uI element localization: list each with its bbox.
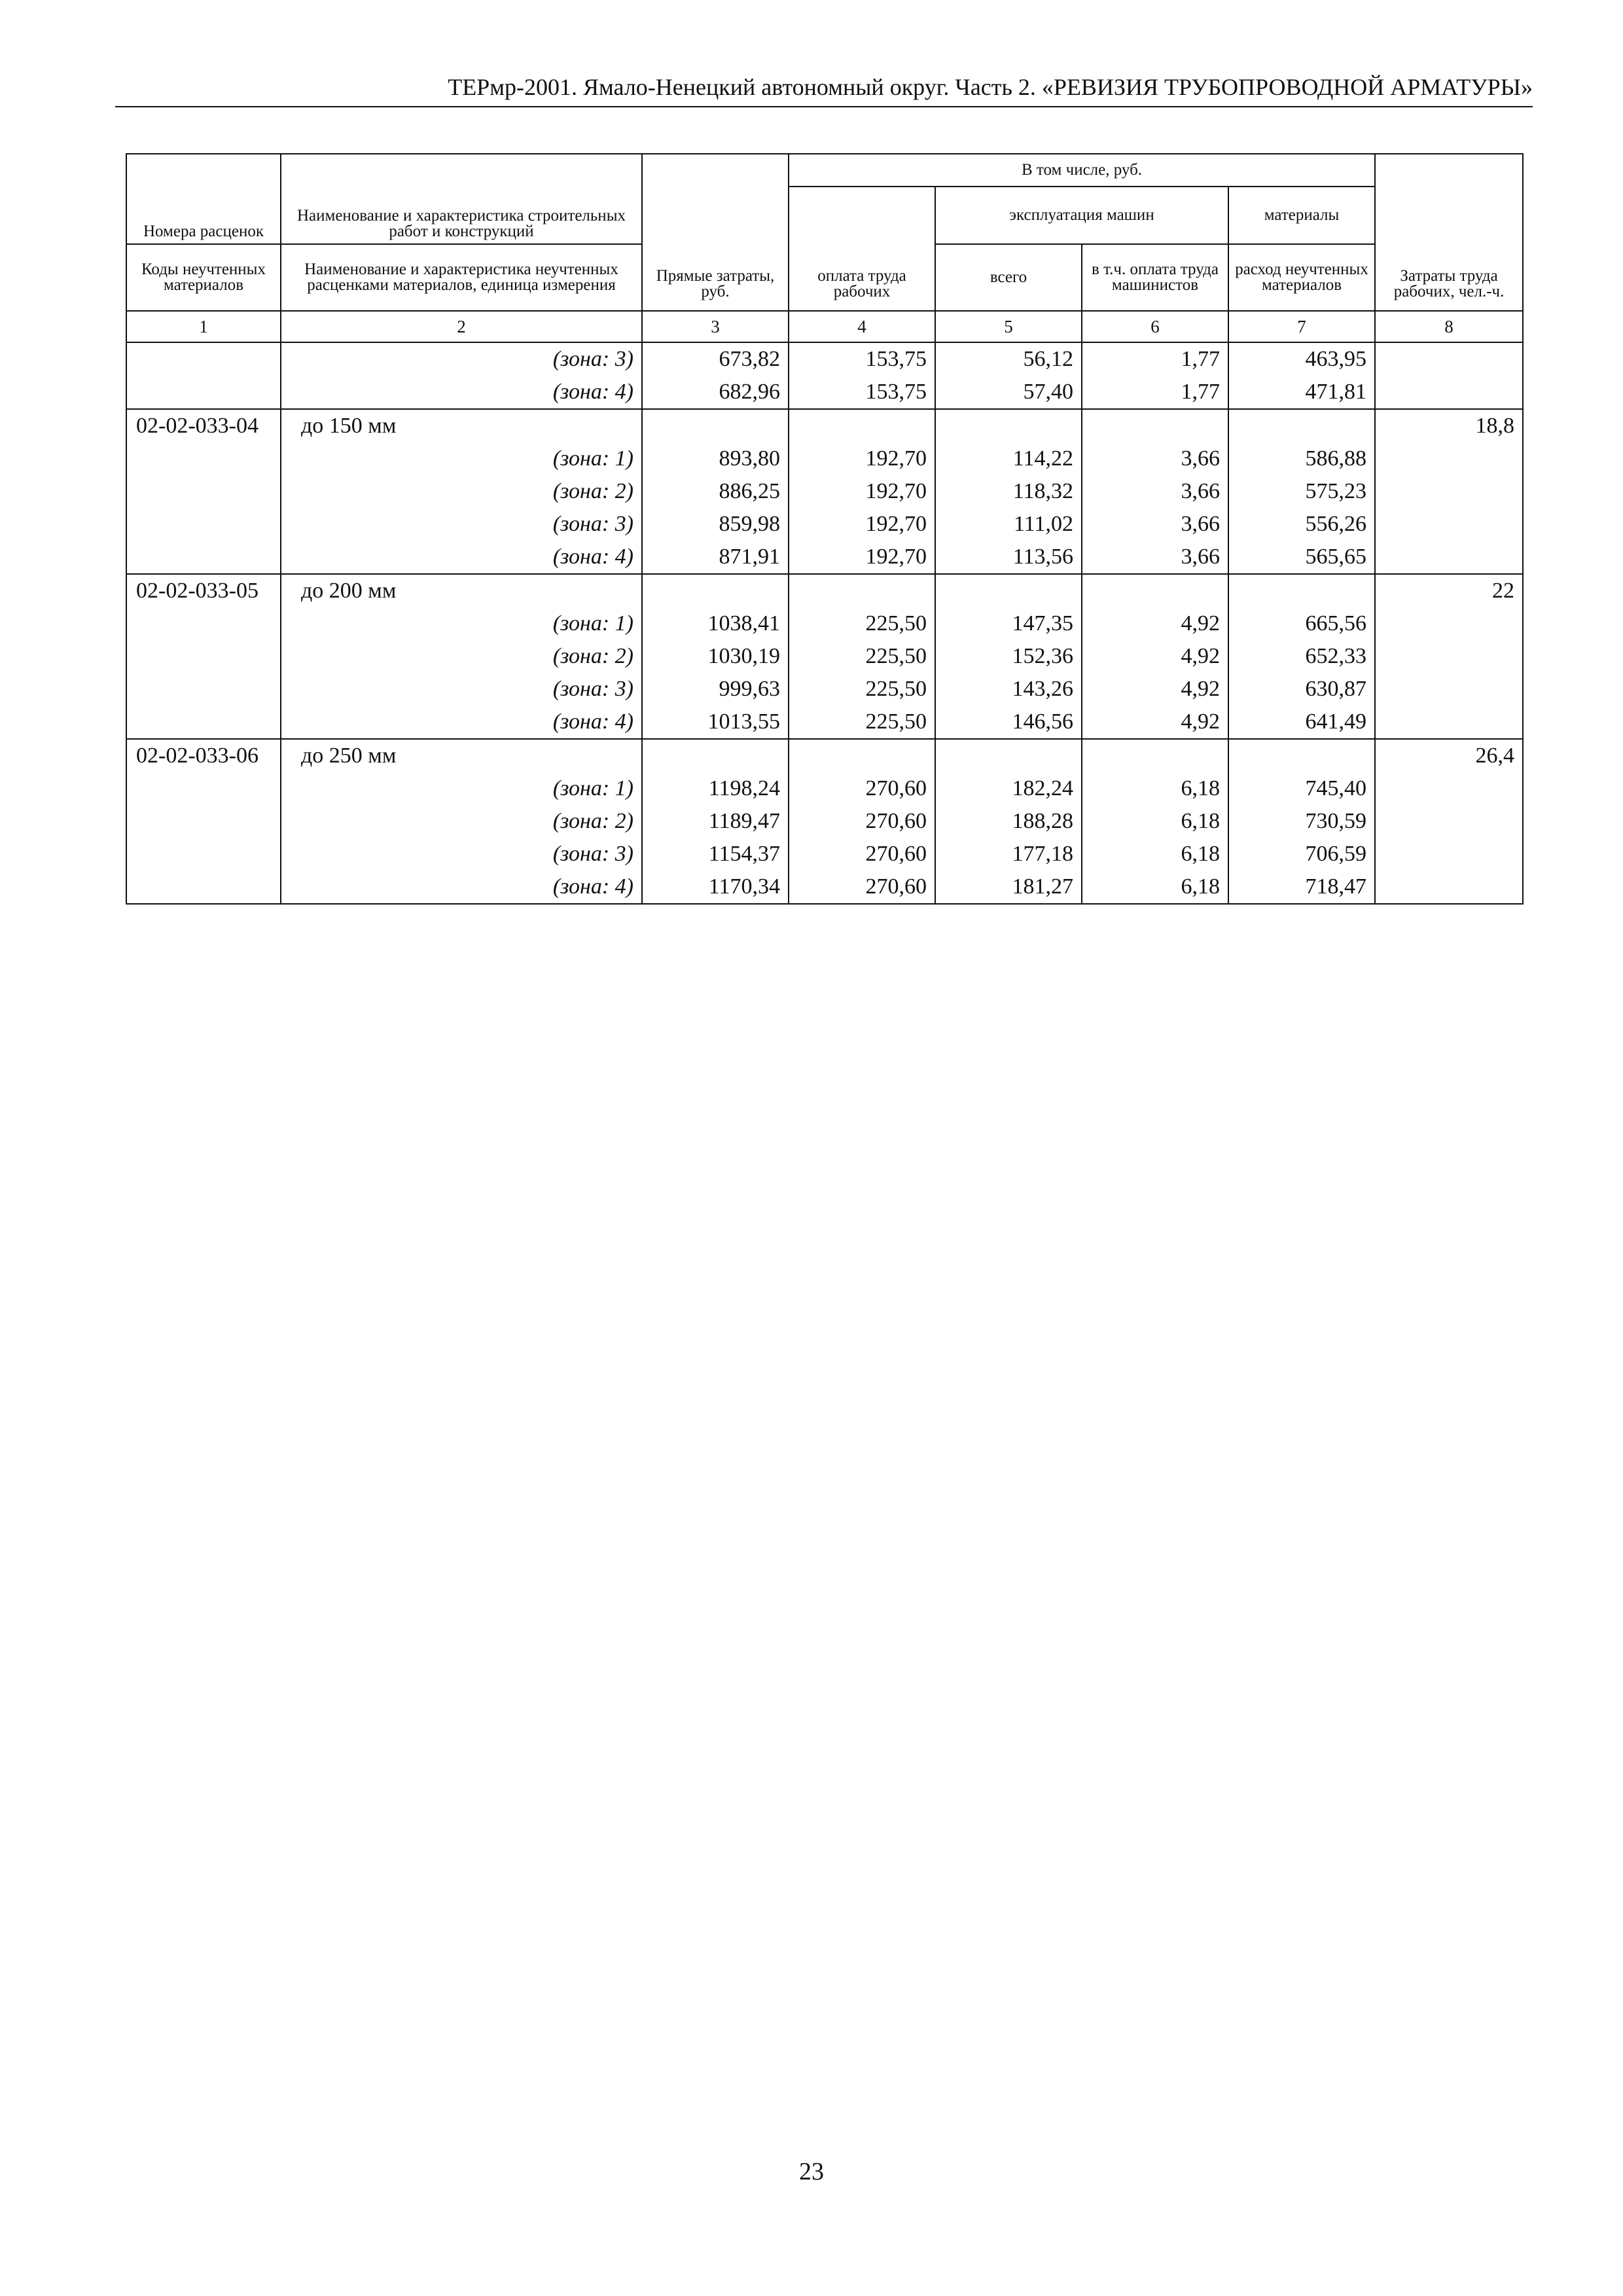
rate-code-cell bbox=[126, 772, 281, 805]
worker-pay-value: 225,50 bbox=[789, 640, 935, 673]
rate-code-cell bbox=[126, 376, 281, 409]
direct-costs-value bbox=[642, 574, 789, 607]
labor-hours-value bbox=[1375, 805, 1523, 838]
direct-costs-value: 1038,41 bbox=[642, 607, 789, 640]
rate-code-cell bbox=[126, 640, 281, 673]
worker-pay-value: 192,70 bbox=[789, 508, 935, 541]
table-row bbox=[126, 706, 1523, 739]
header-worker-pay: оплата труда рабочих bbox=[789, 187, 935, 311]
worker-pay-value bbox=[789, 739, 935, 772]
labor-hours-value: 26,4 bbox=[1375, 739, 1523, 772]
zone-label: (зона: 3) bbox=[281, 838, 642, 870]
direct-costs-value: 1198,24 bbox=[642, 772, 789, 805]
rate-code-cell bbox=[126, 805, 281, 838]
header-material-names: Наименование и характеристика неучтенных расценками материалов, единица измерения bbox=[281, 244, 642, 311]
labor-hours-value bbox=[1375, 508, 1523, 541]
direct-costs-value: 999,63 bbox=[642, 673, 789, 706]
zone-label: (зона: 1) bbox=[281, 442, 642, 475]
materials-value: 575,23 bbox=[1228, 475, 1375, 508]
header-labor-hours: Затраты труда рабочих, чел.-ч. bbox=[1375, 154, 1523, 311]
rate-code-cell bbox=[126, 342, 281, 376]
materials-value: 586,88 bbox=[1228, 442, 1375, 475]
rate-code-cell bbox=[126, 541, 281, 574]
labor-hours-value bbox=[1375, 772, 1523, 805]
machines-total-value: 118,32 bbox=[935, 475, 1082, 508]
rate-code: 02-02-033-06 bbox=[126, 739, 281, 772]
labor-hours-value bbox=[1375, 475, 1523, 508]
table-row bbox=[126, 376, 1523, 409]
column-number: 6 bbox=[1082, 311, 1228, 342]
worker-pay-value: 270,60 bbox=[789, 870, 935, 904]
materials-value: 730,59 bbox=[1228, 805, 1375, 838]
rate-code-cell bbox=[126, 607, 281, 640]
table-row bbox=[126, 508, 1523, 541]
column-number: 5 bbox=[935, 311, 1082, 342]
table-row bbox=[126, 541, 1523, 574]
labor-hours-value: 22 bbox=[1375, 574, 1523, 607]
worker-pay-value: 192,70 bbox=[789, 541, 935, 574]
zone-label: (зона: 2) bbox=[281, 640, 642, 673]
machines-total-value: 182,24 bbox=[935, 772, 1082, 805]
zone-label: (зона: 2) bbox=[281, 475, 642, 508]
table-row bbox=[126, 574, 1523, 607]
machines-total-value bbox=[935, 574, 1082, 607]
machinist-pay-value: 6,18 bbox=[1082, 870, 1228, 904]
machines-total-value: 152,36 bbox=[935, 640, 1082, 673]
labor-hours-value bbox=[1375, 838, 1523, 870]
header-rate-numbers: Номера расценок bbox=[126, 154, 281, 244]
zone-label: (зона: 4) bbox=[281, 706, 642, 739]
machines-total-value: 188,28 bbox=[935, 805, 1082, 838]
machinist-pay-value: 3,66 bbox=[1082, 475, 1228, 508]
table-row bbox=[126, 442, 1523, 475]
machines-total-value: 147,35 bbox=[935, 607, 1082, 640]
page-number: 23 bbox=[799, 2158, 824, 2185]
rate-code-cell bbox=[126, 475, 281, 508]
header-machines-total: всего bbox=[935, 244, 1082, 311]
worker-pay-value bbox=[789, 574, 935, 607]
table-row bbox=[126, 475, 1523, 508]
rate-code: 02-02-033-04 bbox=[126, 409, 281, 442]
table-header bbox=[126, 154, 1523, 342]
machinist-pay-value bbox=[1082, 739, 1228, 772]
machinist-pay-value: 4,92 bbox=[1082, 706, 1228, 739]
zone-label: (зона: 3) bbox=[281, 342, 642, 376]
machines-total-value: 56,12 bbox=[935, 342, 1082, 376]
header-materials: материалы bbox=[1228, 187, 1375, 244]
labor-hours-value bbox=[1375, 442, 1523, 475]
table-row bbox=[126, 805, 1523, 838]
header-machine-operation: эксплуатация машин bbox=[935, 187, 1228, 244]
direct-costs-value bbox=[642, 409, 789, 442]
machines-total-value: 57,40 bbox=[935, 376, 1082, 409]
machinist-pay-value: 1,77 bbox=[1082, 376, 1228, 409]
direct-costs-value: 871,91 bbox=[642, 541, 789, 574]
work-name: до 200 мм bbox=[281, 574, 642, 607]
table-row bbox=[126, 673, 1523, 706]
machinist-pay-value: 3,66 bbox=[1082, 541, 1228, 574]
machines-total-value: 177,18 bbox=[935, 838, 1082, 870]
materials-value: 641,49 bbox=[1228, 706, 1375, 739]
header-direct-costs: Прямые затраты, руб. bbox=[642, 154, 789, 311]
materials-value bbox=[1228, 739, 1375, 772]
column-number: 3 bbox=[642, 311, 789, 342]
zone-label: (зона: 1) bbox=[281, 772, 642, 805]
table-row bbox=[126, 838, 1523, 870]
materials-value: 565,65 bbox=[1228, 541, 1375, 574]
machines-total-value bbox=[935, 409, 1082, 442]
materials-value bbox=[1228, 574, 1375, 607]
table-row bbox=[126, 607, 1523, 640]
worker-pay-value: 225,50 bbox=[789, 673, 935, 706]
zone-label: (зона: 3) bbox=[281, 508, 642, 541]
header-machinist-pay: в т.ч. оплата труда машинистов bbox=[1082, 244, 1228, 311]
machinist-pay-value: 1,77 bbox=[1082, 342, 1228, 376]
labor-hours-value: 18,8 bbox=[1375, 409, 1523, 442]
direct-costs-value: 682,96 bbox=[642, 376, 789, 409]
machines-total-value: 181,27 bbox=[935, 870, 1082, 904]
materials-value: 652,33 bbox=[1228, 640, 1375, 673]
worker-pay-value bbox=[789, 409, 935, 442]
machines-total-value: 111,02 bbox=[935, 508, 1082, 541]
header-work-name: Наименование и характеристика строительных работ и конструкций bbox=[281, 154, 642, 244]
machines-total-value: 113,56 bbox=[935, 541, 1082, 574]
zone-label: (зона: 3) bbox=[281, 673, 642, 706]
materials-value: 745,40 bbox=[1228, 772, 1375, 805]
column-number: 1 bbox=[126, 311, 281, 342]
worker-pay-value: 270,60 bbox=[789, 838, 935, 870]
worker-pay-value: 192,70 bbox=[789, 442, 935, 475]
machinist-pay-value bbox=[1082, 409, 1228, 442]
table-row bbox=[126, 342, 1523, 376]
zone-label: (зона: 1) bbox=[281, 607, 642, 640]
running-header: ТЕРмр-2001. Ямало-Ненецкий автономный округ. Часть 2. «РЕВИЗИЯ ТРУБОПРОВОДНОЙ АРМАТУРЫ» bbox=[115, 71, 1533, 107]
materials-value: 630,87 bbox=[1228, 673, 1375, 706]
worker-pay-value: 225,50 bbox=[789, 607, 935, 640]
direct-costs-value: 893,80 bbox=[642, 442, 789, 475]
machinist-pay-value: 4,92 bbox=[1082, 673, 1228, 706]
rates-table bbox=[126, 153, 1524, 905]
rate-code: 02-02-033-05 bbox=[126, 574, 281, 607]
worker-pay-value: 270,60 bbox=[789, 805, 935, 838]
machines-total-value: 114,22 bbox=[935, 442, 1082, 475]
direct-costs-value: 673,82 bbox=[642, 342, 789, 376]
table-row bbox=[126, 870, 1523, 904]
labor-hours-value bbox=[1375, 870, 1523, 904]
materials-value: 718,47 bbox=[1228, 870, 1375, 904]
header-including: В том числе, руб. bbox=[789, 154, 1375, 187]
labor-hours-value bbox=[1375, 541, 1523, 574]
column-numbers-row bbox=[126, 311, 1523, 342]
labor-hours-value bbox=[1375, 673, 1523, 706]
worker-pay-value: 270,60 bbox=[789, 772, 935, 805]
worker-pay-value: 153,75 bbox=[789, 376, 935, 409]
zone-label: (зона: 2) bbox=[281, 805, 642, 838]
direct-costs-value: 1189,47 bbox=[642, 805, 789, 838]
work-name: до 250 мм bbox=[281, 739, 642, 772]
materials-value: 556,26 bbox=[1228, 508, 1375, 541]
machinist-pay-value: 3,66 bbox=[1082, 508, 1228, 541]
table-row bbox=[126, 409, 1523, 442]
labor-hours-value bbox=[1375, 640, 1523, 673]
machinist-pay-value: 6,18 bbox=[1082, 838, 1228, 870]
worker-pay-value: 153,75 bbox=[789, 342, 935, 376]
direct-costs-value: 886,25 bbox=[642, 475, 789, 508]
materials-value: 706,59 bbox=[1228, 838, 1375, 870]
direct-costs-value bbox=[642, 739, 789, 772]
zone-label: (зона: 4) bbox=[281, 541, 642, 574]
table-row bbox=[126, 772, 1523, 805]
labor-hours-value bbox=[1375, 342, 1523, 376]
table-row bbox=[126, 640, 1523, 673]
rate-code-cell bbox=[126, 508, 281, 541]
work-name: до 150 мм bbox=[281, 409, 642, 442]
header-material-codes: Коды неучтенных материалов bbox=[126, 244, 281, 311]
direct-costs-value: 1154,37 bbox=[642, 838, 789, 870]
column-number: 8 bbox=[1375, 311, 1523, 342]
zone-label: (зона: 4) bbox=[281, 376, 642, 409]
direct-costs-value: 1030,19 bbox=[642, 640, 789, 673]
machinist-pay-value: 6,18 bbox=[1082, 772, 1228, 805]
materials-value: 665,56 bbox=[1228, 607, 1375, 640]
labor-hours-value bbox=[1375, 706, 1523, 739]
worker-pay-value: 192,70 bbox=[789, 475, 935, 508]
labor-hours-value bbox=[1375, 376, 1523, 409]
labor-hours-value bbox=[1375, 607, 1523, 640]
rate-code-cell bbox=[126, 442, 281, 475]
materials-value bbox=[1228, 409, 1375, 442]
zone-label: (зона: 4) bbox=[281, 870, 642, 904]
column-number: 4 bbox=[789, 311, 935, 342]
machines-total-value bbox=[935, 739, 1082, 772]
rate-code-cell bbox=[126, 673, 281, 706]
table-row bbox=[126, 739, 1523, 772]
rate-code-cell bbox=[126, 706, 281, 739]
direct-costs-value: 1170,34 bbox=[642, 870, 789, 904]
rate-code-cell bbox=[126, 838, 281, 870]
header-material-consumption: расход неучтенных материалов bbox=[1228, 244, 1375, 311]
materials-value: 463,95 bbox=[1228, 342, 1375, 376]
table-body bbox=[126, 342, 1523, 904]
machinist-pay-value bbox=[1082, 574, 1228, 607]
direct-costs-value: 859,98 bbox=[642, 508, 789, 541]
machines-total-value: 146,56 bbox=[935, 706, 1082, 739]
materials-value: 471,81 bbox=[1228, 376, 1375, 409]
column-number: 7 bbox=[1228, 311, 1375, 342]
machinist-pay-value: 6,18 bbox=[1082, 805, 1228, 838]
direct-costs-value: 1013,55 bbox=[642, 706, 789, 739]
column-number: 2 bbox=[281, 311, 642, 342]
machines-total-value: 143,26 bbox=[935, 673, 1082, 706]
machinist-pay-value: 4,92 bbox=[1082, 607, 1228, 640]
machinist-pay-value: 4,92 bbox=[1082, 640, 1228, 673]
machinist-pay-value: 3,66 bbox=[1082, 442, 1228, 475]
worker-pay-value: 225,50 bbox=[789, 706, 935, 739]
rate-code-cell bbox=[126, 870, 281, 904]
